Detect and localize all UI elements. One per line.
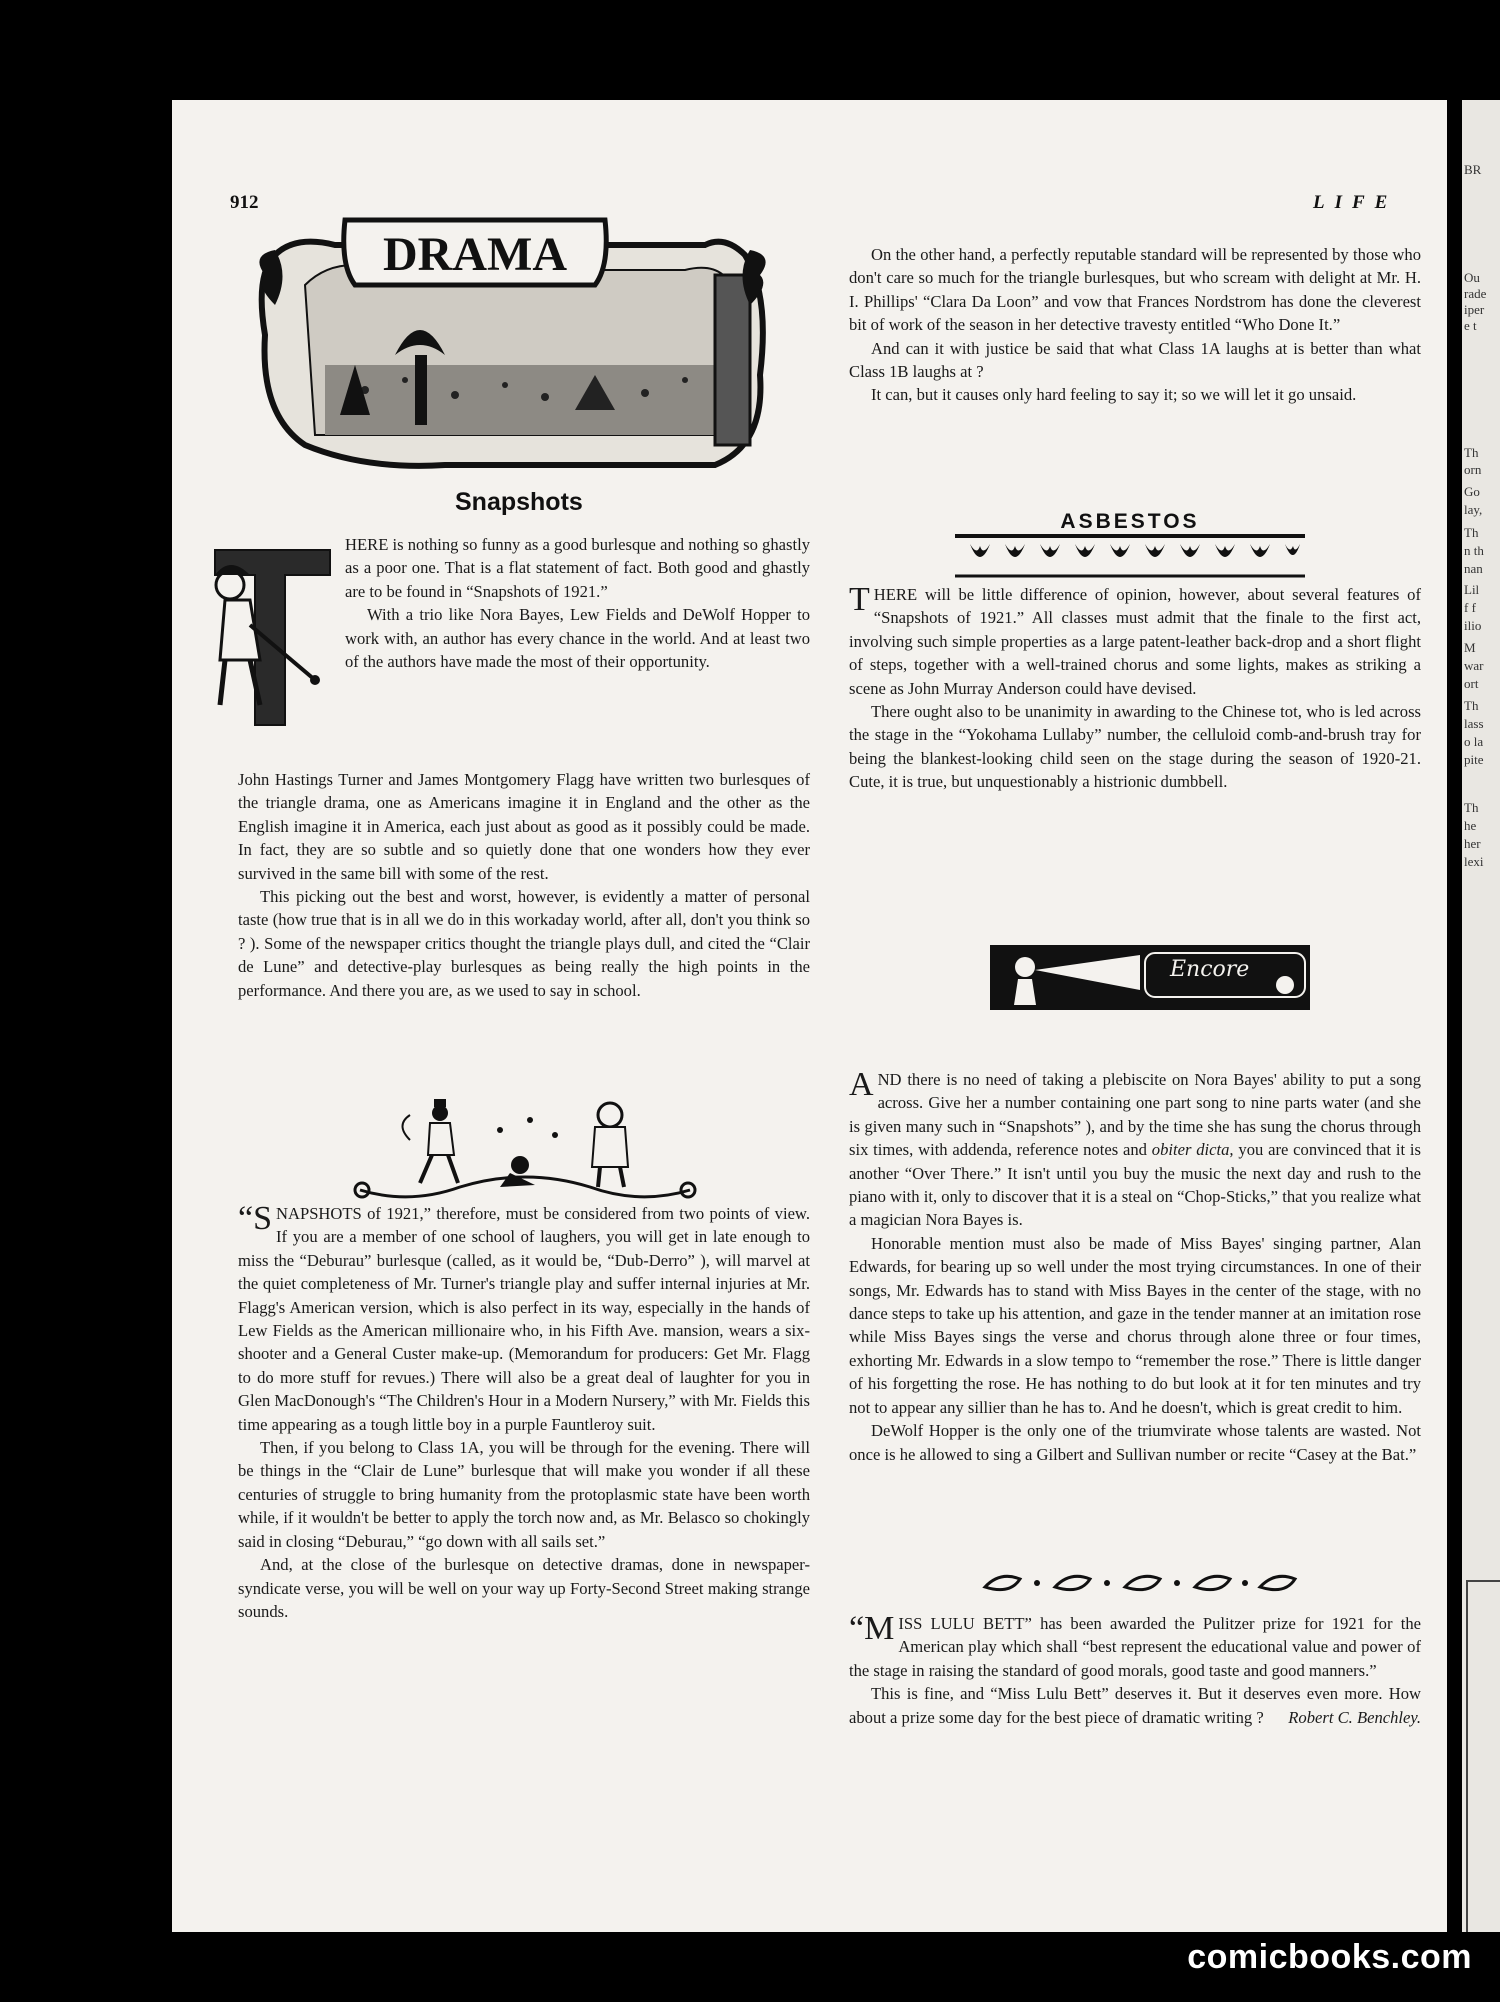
drop-cap-t-illustration <box>195 530 335 730</box>
pulitzer-body <box>849 1612 1421 1729</box>
body-paragraph: This is fine, and “Miss Lulu Bett” deserves it. But it deserves even more. How about a prize some day for the best piece of dramatic writing ? Robert C. Benchley. <box>849 1682 1421 1729</box>
drop-cap-a: A <box>849 1066 874 1103</box>
edge-fragment: rade <box>1464 286 1487 301</box>
body-paragraph: THERE will be little difference of opinion, however, about several features of “Snapshots of 1921.” All classes must admit that the finale to the first act, involving such simple properties as a large patent-leather back-drop and a short flight of steps, together with a well-trained chorus and some lights, makes as striking a scene as John Murray Anderson could have devised. <box>849 581 1421 698</box>
author-signature: Robert C. Benchley. <box>1288 1707 1421 1727</box>
article-title: Snapshots <box>455 488 583 516</box>
body-paragraph: On the other hand, a perfectly reputable standard will be represented by those who don't care so much for the triangle burlesques, but who scream with delight at Mr. H. I. Phillips' “Clara Da Loon” and vow that Frances Nordstrom has done the cleverest bit of work of the season in her detective travesty entitled “Who Done It.” <box>849 245 1421 335</box>
body-paragraph: “SNAPSHOTS of 1921,” therefore, must be considered from two points of view. If you are a member of one school of laughers, you will get in late enough to miss the “Deburau” burlesque (called, as it would be, “Dub-Derro” ), will marvel at the quiet completeness of Mr. Turner's triangle play and suffer internal injuries at Mr. Flagg's American version, which is also perfect in its way, especially in the hands of Lew Fields as the American millionaire who, in his Fifth Ave. mansion, wears a six-shooter and a General Custer make-up. (Memorandum for producers: Get Mr. Flagg to do more stuff for revues.) There will also be a great deal of laughter for you in Glen MacDonough's “The Children's Hour in a Modern Nursery,” with Mr. Fields this time appearing as a tough little boy in a purple Fauntleroy suit. <box>238 1200 810 1434</box>
edge-fragment: orn <box>1464 462 1482 477</box>
drop-cap-s: “S <box>238 1200 272 1237</box>
edge-fragment: lexi <box>1464 854 1484 869</box>
edge-fragment: ort <box>1464 676 1479 691</box>
body-paragraph: Then, if you belong to Class 1A, you will be through for the evening. There will be things in the “Clair de Lune” burlesque that will make you wonder if all these centuries of struggle to bring humanity from the protoplasmic state have been worth while, if it wouldn't be better to apply the torch now and, as Mr. Belasco so chokingly said in closing “Deburau,” “go down with all sails set.” <box>238 1438 810 1551</box>
encore-body <box>849 1068 1421 1466</box>
encore-section-heading <box>990 945 1310 1010</box>
edge-fragment: o la <box>1464 734 1484 749</box>
edge-fragment: Th <box>1464 445 1479 460</box>
body-paragraph: This picking out the best and worst, however, is evidently a matter of personal taste (how true that is in all we do in this workaday world, after all, don't you think so ? ). Some of the newspaper critics thought the triangle plays dull, and cited the “Clair de Lune” and detective-play burlesques as being really the high points in the performance. And there you are, as we used to say in school. <box>238 887 810 1000</box>
left-column-body-2 <box>238 1202 810 1623</box>
right-column-body <box>849 243 1421 407</box>
body-paragraph: And, at the close of the burlesque on detective dramas, done in newspaper-syndicate verse, you will be well on your way up Forty-Second Street making strange sounds. <box>238 1555 810 1621</box>
dancers-vignette <box>350 1095 700 1205</box>
adjacent-illustration-frame <box>1466 1580 1500 1932</box>
asbestos-section-heading <box>955 510 1305 580</box>
watermark: comicbooks.com <box>1187 1938 1472 1976</box>
edge-fragment: Th <box>1464 525 1479 540</box>
edge-fragment: e t <box>1464 318 1477 333</box>
body-paragraph: “MISS LULU BETT” has been awarded the Pulitzer prize for 1921 for the American play which shall “best represent the educational value and power of the stage in raising the standard of good morals, good taste and good manners.” <box>849 1610 1421 1680</box>
masthead-label: DRAMA <box>383 228 567 281</box>
edge-fragment: pite <box>1464 752 1484 767</box>
edge-fragment: her <box>1464 836 1481 851</box>
edge-fragment: Th <box>1464 698 1479 713</box>
lead-paragraph <box>345 533 810 673</box>
page-number: 912 <box>230 192 259 213</box>
magazine-title: LIFE <box>1313 192 1398 213</box>
flame-border-ornament <box>955 532 1305 580</box>
edge-fragment: M <box>1464 640 1476 655</box>
body-paragraph: There ought also to be unanimity in awarding to the Chinese tot, who is led across the stage in the “Yokohama Lullaby” number, the celluloid comb-and-brush tray for being the blankest-looking child seen on the stage during the season of 1920-21. Cute, it is true, but unquestionably a histrionic dumbbell. <box>849 702 1421 792</box>
body-paragraph: John Hastings Turner and James Montgomery Flagg have written two burlesques of the triangle drama, one as Americans imagine it in England and the other as the English imagine it in America, each just about as good as it possibly could be made. In fact, they are so subtle and so quietly done that one wonders how they ever survived in the same bill with some of the rest. <box>238 770 810 883</box>
edge-fragment: Lil <box>1464 582 1480 597</box>
edge-fragment: war <box>1464 658 1484 673</box>
edge-fragment: he <box>1464 818 1477 833</box>
holly-divider-ornament <box>975 1565 1305 1601</box>
adjacent-page-edge <box>1462 100 1500 1932</box>
lead-text-2: With a trio like Nora Bayes, Lew Fields and DeWolf Hopper to work with, an author has every chance in the world. And at least two of the authors have made the most of their opportunity. <box>345 605 810 672</box>
edge-fragment: lass <box>1464 716 1484 731</box>
asbestos-heading-label: ASBESTOS <box>1060 510 1200 533</box>
drop-cap-m: “M <box>849 1610 895 1647</box>
edge-fragment: BR <box>1464 162 1482 177</box>
asbestos-body <box>849 583 1421 794</box>
edge-fragment: n th <box>1464 543 1484 558</box>
lead-text: HERE is nothing so funny as a good burlesque and nothing so ghastly as a poor one. That is a flat statement of fact. Both good and ghastly are to be found in “Snapshots of 1921.” <box>345 535 810 601</box>
left-column-body <box>238 768 810 1002</box>
body-paragraph: Honorable mention must also be made of Miss Bayes' singing partner, Alan Edwards, for bearing up so well under the most trying circumstances. In one of their songs, Mr. Edwards has to stand with Miss Bayes in the center of the stage, with no dance steps to take up his attention, and gaze in the tender manner at an imitation rose while Miss Bayes sings the verse and chorus through alone three or four times, exhorting Mr. Edwards in a slow tempo to “remember the rose.” There is little danger of his forgetting the rose. He has nothing to do but look at it for ten minutes and try not to appear any sillier than he has to. And he doesn't, which is great credit to him. <box>849 1233 1421 1417</box>
edge-fragment: nan <box>1464 561 1483 576</box>
body-paragraph: It can, but it causes only hard feeling to say it; so we will let it go unsaid. <box>871 385 1357 405</box>
encore-heading-label: Encore <box>1170 957 1250 982</box>
edge-fragment: lay, <box>1464 502 1483 517</box>
body-paragraph: AND there is no need of taking a plebiscite on Nora Bayes' ability to put a song across. Give her a number containing one part song to nine parts water (and she is given many such in “Snapshots” ), and by the time she has sung the chorus through six times, with addenda, reference notes and obiter dicta, you are convinced that it is another “Over There.” It isn't until you buy the music the next day and rush to the piano with it, only to discover that it is a steal on “Chop-Sticks,” that you realize what a magician Nora Bayes is. <box>849 1066 1421 1230</box>
edge-fragment: ilio <box>1464 618 1482 633</box>
edge-fragment: Go <box>1464 484 1480 499</box>
body-paragraph: DeWolf Hopper is the only one of the triumvirate whose talents are wasted. Not once is he allowed to sing a Gilbert and Sullivan number or recite “Casey at the Bat.” <box>849 1421 1421 1464</box>
edge-fragment: Th <box>1464 800 1479 815</box>
drop-cap-t: T <box>849 581 870 618</box>
edge-fragment: iper <box>1464 302 1485 317</box>
edge-fragment: f f <box>1464 600 1476 615</box>
drama-masthead-illustration <box>245 215 780 475</box>
edge-fragment: Ou <box>1464 270 1480 285</box>
body-paragraph: And can it with justice be said that what Class 1A laughs at is better than what Class 1B laughs at ? <box>849 338 1421 382</box>
